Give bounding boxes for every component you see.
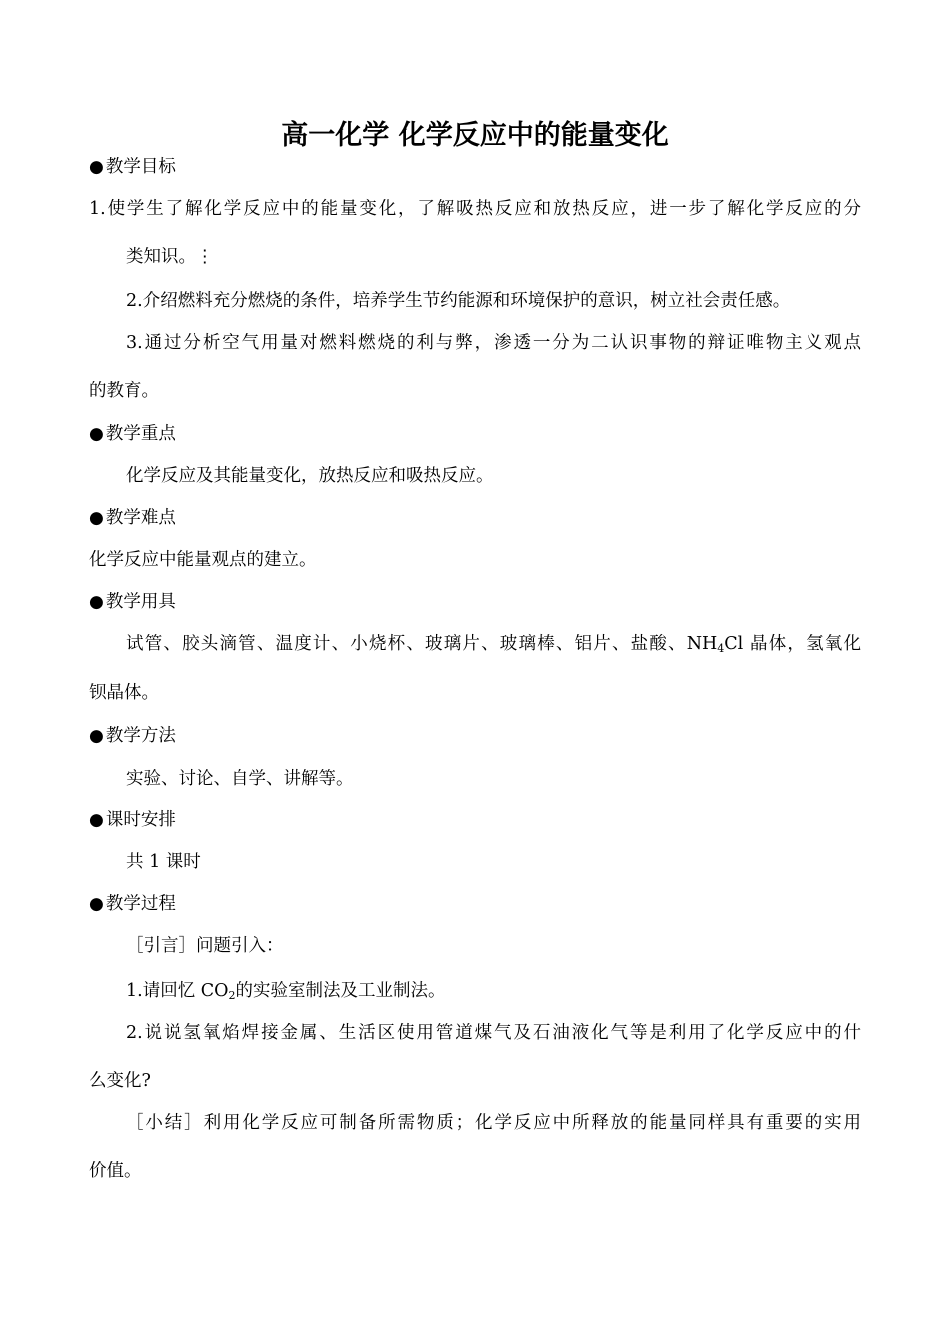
process-question-2-line-1: 2.说说氢氧焰焊接金属、生活区使用管道煤气及石油液化气等是利用了化学反应中的什: [126, 1023, 861, 1043]
heading-text: 教学过程: [105, 894, 176, 914]
formula-subscript: 4: [717, 642, 725, 655]
difficulties-text: 化学反应中能量观点的建立。: [89, 550, 317, 570]
bullet: ●: [89, 157, 104, 177]
tools-text-after-formula: Cl 晶体，氢氧化: [724, 634, 861, 654]
document-title: 高一化学 化学反应中的能量变化: [281, 120, 669, 151]
key-points-text: 化学反应及其能量变化，放热反应和吸热反应。: [126, 466, 494, 486]
section-heading-schedule: [89, 806, 176, 834]
process-intro: ［引言］问题引入：: [126, 936, 284, 956]
section-heading-tools: [89, 588, 176, 616]
goal-item-2: 2.介绍燃料充分燃烧的条件，培养学生节约能源和环境保护的意识，树立社会责任感。: [126, 291, 791, 311]
section-heading-process: [89, 890, 176, 918]
bullet: ●: [89, 424, 104, 444]
question-1-text-before: 1.请回忆 CO: [126, 981, 229, 1001]
bullet: ●: [89, 592, 104, 612]
process-question-1: [126, 977, 446, 1010]
schedule-text: 共 1 课时: [126, 852, 201, 872]
heading-text: 课时安排: [105, 810, 176, 830]
goal-item-3-line-2: 的教育。: [89, 381, 159, 401]
goal-item-3-line-1: 3.通过分析空气用量对燃料燃烧的利与弊，渗透一分为二认识事物的辩证唯物主义观点: [126, 333, 861, 353]
question-1-text-after: 的实验室制法及工业制法。: [235, 981, 446, 1001]
tools-line-2: 钡晶体。: [89, 683, 159, 703]
heading-text: 教学重点: [105, 424, 176, 444]
section-heading-methods: [89, 722, 176, 750]
bullet: ●: [89, 508, 104, 528]
formula-subscript: 2: [228, 989, 236, 1002]
tools-text-before-formula: 试管、胶头滴管、温度计、小烧杯、玻璃片、玻璃棒、铝片、盐酸、NH: [126, 634, 718, 654]
section-heading-difficulties: [89, 504, 176, 532]
heading-text: 教学用具: [105, 592, 176, 612]
section-heading-key-points: [89, 420, 176, 448]
heading-text: 教学目标: [105, 157, 176, 177]
section-heading-goals: [89, 153, 176, 181]
bullet: ●: [89, 810, 104, 830]
heading-text: 教学方法: [105, 726, 176, 746]
tools-line-1: [126, 630, 861, 663]
goal-item-1-line-1: 1.使学生了解化学反应中的能量变化，了解吸热反应和放热反应，进一步了解化学反应的分: [89, 199, 861, 219]
process-question-2-line-2: 么变化?: [89, 1071, 151, 1091]
process-summary-line-1: ［小结］利用化学反应可制备所需物质；化学反应中所释放的能量同样具有重要的实用: [126, 1113, 861, 1133]
goal-item-1-line-2: 类知识。⋮: [126, 247, 214, 267]
heading-text: 教学难点: [105, 508, 176, 528]
bullet: ●: [89, 726, 104, 746]
methods-text: 实验、讨论、自学、讲解等。: [126, 769, 354, 789]
bullet: ●: [89, 894, 104, 914]
process-summary-line-2: 价值。: [89, 1161, 142, 1181]
